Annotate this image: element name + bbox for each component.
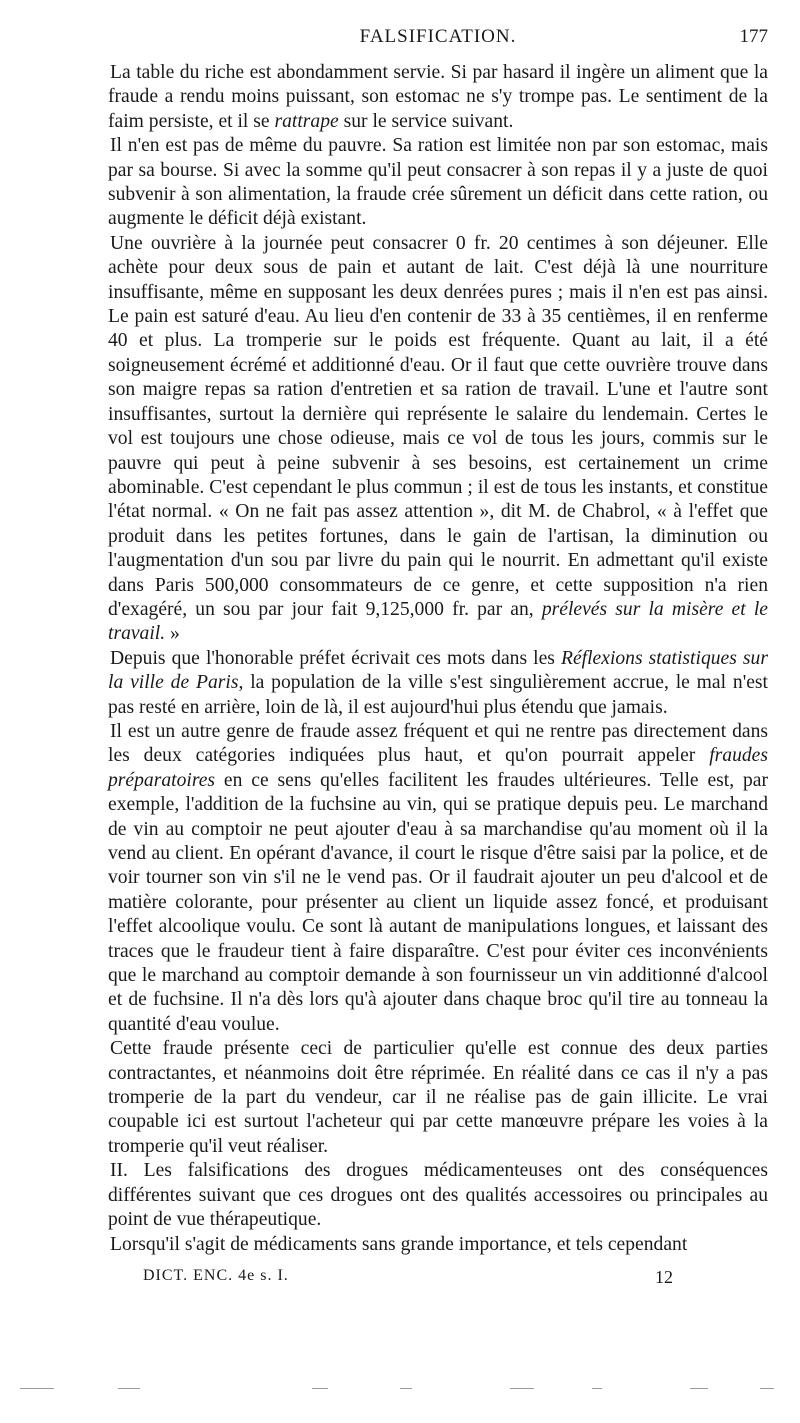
- page-footer: [143, 1267, 703, 1293]
- scan-edge-marks: [0, 1386, 800, 1392]
- paragraph: Il n'en est pas de même du pauvre. Sa ration est limitée non par son estomac, mais par sa bourse. Si avec la somme qu'il peut consacrer à son repas il y a juste de quoi subvenir à son alimentation, la fraude crée sûrement un déficit dans cette ration, ou augmente le déficit déjà existant.: [108, 135, 768, 230]
- paragraph: La table du riche est abondamment servie. Si par hasard il ingère un aliment que la fraude a rendu moins puissant, son estomac ne s'y trompe pas. Le sentiment de la faim persiste, et il se rattrape sur le service suivant.: [108, 62, 768, 132]
- paragraph: Lorsqu'il s'agit de médicaments sans grande importance, et tels cependant: [110, 1233, 688, 1255]
- page-number: 177: [739, 26, 768, 47]
- paragraph: Cette fraude présente ceci de particulier qu'elle est connue des deux parties contractantes, et néanmoins doit être réprimée. En réalité dans ce cas il n'y a pas tromperie de la part du vendeur, car il ne réalise pas de gain illicite. Le vrai coupable ici est surtout l'acheteur qui par cette manœuvre prépare les voies à la tromperie qu'il veut réaliser.: [108, 1038, 768, 1157]
- signature-mark: 12: [655, 1267, 673, 1287]
- running-head: FALSIFICATION.: [359, 26, 517, 47]
- paragraph: II. Les falsifications des drogues médicamenteuses ont des conséquences différentes suivant que ces drogues ont des qualités accessoires ou principales au point de vue thérapeutique.: [108, 1160, 768, 1231]
- paragraph: Depuis que l'honorable préfet écrivait ces mots dans les Réflexions statistiques sur la ville de Paris, la population de la ville s'est singulièrement accrue, le mal n'est pas resté en arrière, loin de là, il est aujourd'hui plus étendu que jamais.: [108, 647, 768, 718]
- paragraph: Une ouvrière à la journée peut consacrer 0 fr. 20 centimes à son déjeuner. Elle achète pour deux sous de pain et autant de lait. C'est déjà là une nourriture insuffisante, même en supposant les deux denrées pures ; mais il n'en est pas ainsi. Le pain est saturé d'eau. Au lieu d'en contenir de 33 à 35 centièmes, il en renferme 40 et plus. La tromperie sur le poids est fréquente. Quant au lait, il a été soigneusement écrémé et additionné d'eau. Or il faut que cette ouvrière trouve dans son maigre repas sa ration d'entretien et sa ration de travail. L'une et l'autre sont insuffisantes, surtout la dernière qui représente le salaire du lendemain. Certes le vol est toujours une chose odieuse, mais ce vol de tous les jours, commis sur le pauvre qui peut à peine subvenir à ses besoins, est certainement un crime abominable. C'est cependant le plus commun ; il est de tous les instants, et constitue l'état normal. « On ne fait pas assez attention », dit M. de Chabrol, « à l'effet que produit dans les petites fortunes, dans le gain de l'artisan, la diminution ou l'augmentation d'un sou par livre du pain qui le nourrit. En admettant qu'il existe dans Paris 500,000 consommateurs de ce genre, et cette supposition n'a rien d'exagéré, un sou par jour fait 9,125,000 fr. par an, prélevés sur la misère et le travail. »: [108, 232, 768, 645]
- body-text: [108, 61, 768, 1257]
- paragraph: Il est un autre genre de fraude assez fréquent et qui ne rentre pas directement dans les deux catégories indiquées plus haut, et qu'on pourrait appeler fraudes préparatoires en ce sens qu'elles facilitent les fraudes ultérieures. Telle est, par exemple, l'addition de la fuchsine au vin, qui se pratique depuis peu. Le marchand de vin au comptoir ne peut ajouter d'eau à sa marchandise qu'au moment où il la vend au client. En opérant d'avance, il court le risque d'être saisi par la police, et de voir tourner son vin s'il ne le vend pas. Or il faudrait ajouter un peu d'alcool et de matière colorante, pour présenter au client un liquide assez foncé, et produisant l'effet alcoolique voulu. Ce sont là autant de manipulations longues, et laissant des traces que le fraudeur tient à faire disparaître. C'est pour éviter ces inconvénients que le marchand au comptoir demande à son fournisseur un vin additionné d'alcool et de fuchsine. Il n'a dès lors qu'à ajouter dans chaque broc qu'il tire au tonneau la quantité d'eau voulue.: [108, 720, 768, 1035]
- printer-signature: DICT. ENC. 4e s. I.: [143, 1267, 289, 1284]
- page-header: [108, 26, 768, 56]
